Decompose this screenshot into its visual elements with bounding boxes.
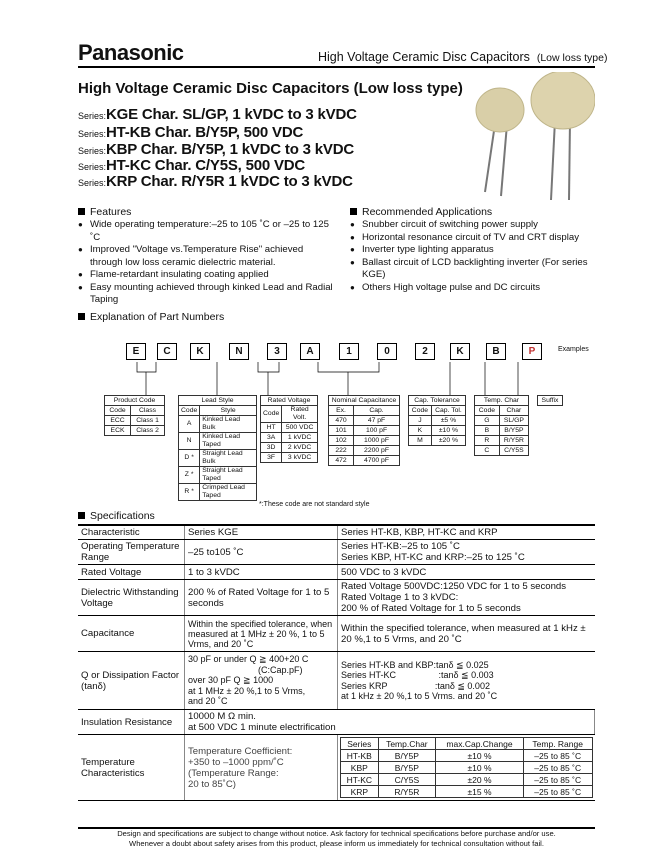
rated-voltage-table: Rated Voltage Code Rated Volt. HT 500 VDC 3A 1 kVDC 3D 2 kVDC 3F 3 kVDC	[260, 395, 318, 463]
list-item: ● Others High voltage pulse and DC circuits	[350, 282, 595, 295]
specifications-title: Specifications	[78, 510, 155, 522]
brand-logo: Panasonic	[78, 40, 184, 65]
part-number-letter-box: K	[450, 343, 470, 360]
nominal-capacitance-table: Nominal Capacitance Ex. Cap. 470 47 pF 101 100 pF 102 1000 pF 222 2200 pF 472 4700 pF	[328, 395, 400, 466]
features-title: Features	[78, 206, 131, 218]
capacitor-image	[455, 72, 595, 202]
part-number-letter-box: P	[522, 343, 542, 360]
list-item: ● Horizontal resonance circuit of TV and CRT display	[350, 232, 595, 245]
main-title: High Voltage Ceramic Disc Capacitors (Low loss type)	[78, 80, 463, 97]
cap-tolerance-table: Cap. Tolerance Code Cap. Tol. J ±5 % K ±10 % M ±20 %	[408, 395, 466, 446]
part-number-letter-box: N	[229, 343, 249, 360]
suffix-table: Suffix	[537, 395, 563, 406]
list-item: ● Ballast circuit of LCD backlighting inverter (For series KGE)	[350, 257, 595, 282]
part-number-letter-box: 1	[339, 343, 359, 360]
header-rule	[78, 66, 595, 68]
series-line: Series:HT-KB Char. B/Y5P, 500 VDC	[78, 124, 304, 141]
series-line: Series:KGE Char. SL/GP, 1 kVDC to 3 kVDC	[78, 106, 357, 123]
product-code-table: Product Code Code Class ECC Class 1 ECK Class 2	[104, 395, 165, 436]
part-number-letter-box: 0	[377, 343, 397, 360]
temp-char-table: Temp. Char Code Char G SL/GP B B/Y5P R R/Y5R C C/Y5S	[474, 395, 529, 456]
series-line: Series:KBP Char. B/Y5P, 1 kVDC to 3 kVDC	[78, 141, 354, 158]
header-title: High Voltage Ceramic Disc Capacitors (Low loss type)	[318, 50, 608, 64]
list-item: ● Easy mounting achieved through kinked Lead and Radial Taping	[78, 282, 333, 307]
series-line: Series:KRP Char. R/Y5R 1 kVDC to 3 kVDC	[78, 173, 353, 190]
list-item: ● Snubber circuit of switching power supply	[350, 219, 595, 232]
list-item: ● Inverter type lighting apparatus	[350, 244, 595, 257]
features-list	[78, 219, 333, 307]
list-item: ● Improved "Voltage vs.Temperature Rise" achieved through low loss ceramic dielectric material.	[78, 244, 333, 269]
part-number-letter-box: A	[300, 343, 320, 360]
series-line: Series:HT-KC Char. C/Y5S, 500 VDC	[78, 157, 306, 174]
applications-list	[350, 219, 595, 294]
part-number-connectors	[78, 362, 598, 398]
list-item: ● Wide operating temperature:–25 to 105 ˚C or –25 to 125 ˚C	[78, 219, 333, 244]
non-standard-note: *:These code are not standard style	[259, 501, 370, 508]
part-numbers-title: Explanation of Part Numbers	[78, 311, 224, 323]
part-number-letter-box: B	[486, 343, 506, 360]
part-number-letter-box: K	[190, 343, 210, 360]
part-number-letter-box: E	[126, 343, 146, 360]
lead-style-table: Lead Style Code Style A Kinked Lead Bulk N Kinked Lead Taped D * Straight Lead Bulk Z * Straight Lead Taped R * Crimped Lead Taped	[178, 395, 257, 501]
part-number-letter-box: 3	[267, 343, 287, 360]
part-number-letter-box: C	[157, 343, 177, 360]
part-number-letter-box: 2	[415, 343, 435, 360]
temperature-char-table: Series Temp.Char max.Cap.Change Temp. Range HT-KB B/Y5P ±10 % –25 to 85 ˚C KBP B/Y5P ±10 % –25 to 85 ˚C HT-KC C/Y5S ±20 % –25 to 85 ˚C KRP R/Y5R ±15 % –25 to 85 ˚C	[340, 737, 593, 798]
list-item: ● Flame-retardant insulating coating applied	[78, 269, 333, 282]
specifications-table: Characteristic Series KGE Series HT-KB, KBP, HT-KC and KRP Operating Temperature Range –25 to105 ˚C Series HT-KB:–25 to 105 ˚C Series KBP, HT-KC and KRP:–25 to 125 ˚C Rated Voltage 1 to 3 kVDC 500 VDC to 3 kVDC Dielectric Withstanding Voltage 200 % of Rated Voltage for 1 to 5 seconds Rated Voltage 500VDC:1250 VDC for 1 to 5 seconds Rated Voltage 1 to 3 kVDC: 200 % of Rated Voltage for 1 to 5 seconds Capacitance Within the specified tolerance, when measured at 1 MHz ± 20 %, 1 to 5 Vrms, and 20 ˚C Within the specified tolerance, when measured at 1 kHz ± 20 %,1 to 5 Vrms, and 20 ˚C Q or Dissipation Factor (tanδ) 30 pF or under Q ≧ 400+20 C (C:Cap.pF) over 30 pF Q ≧ 1000 at 1 MHz ± 20 %,1 to 5 Vrms, and 20 ˚C Series HT-KB and KBP:tanδ ≦ 0.025 Series HT-KC :tanδ ≦ 0.003 Series KRP :tanδ ≦ 0.002 at 1 kHz ± 20 %,1 to 5 Vrms. and 20 ˚C Insulation Resistance 10000 M Ω min. at 500 VDC 1 minute electrification Temperature Characteristics Temperature Coefficient: +350 to –1000 ppm/˚C (Temperature Range: 20 to 85˚C) Series Temp.Char max.Cap.Change Temp. Range HT-KB B/Y5P ±10 % –25 to 85 ˚C KBP B/Y5P ±10 % –25 to 85 ˚C HT-KC C/Y5S ±20 % –25 to 85 ˚C KRP R/Y5R ±15 % –25 to 85 ˚C	[78, 524, 595, 801]
examples-label: Examples	[558, 346, 589, 353]
footer-notice: Design and specifications are subject to change without notice. Ask factory for technical specifications before purchase and/or use. Whenever a doubt about safety arises from this product, please inform us immediately for technical consultation without fail.	[117, 829, 556, 848]
applications-title: Recommended Applications	[350, 206, 492, 218]
